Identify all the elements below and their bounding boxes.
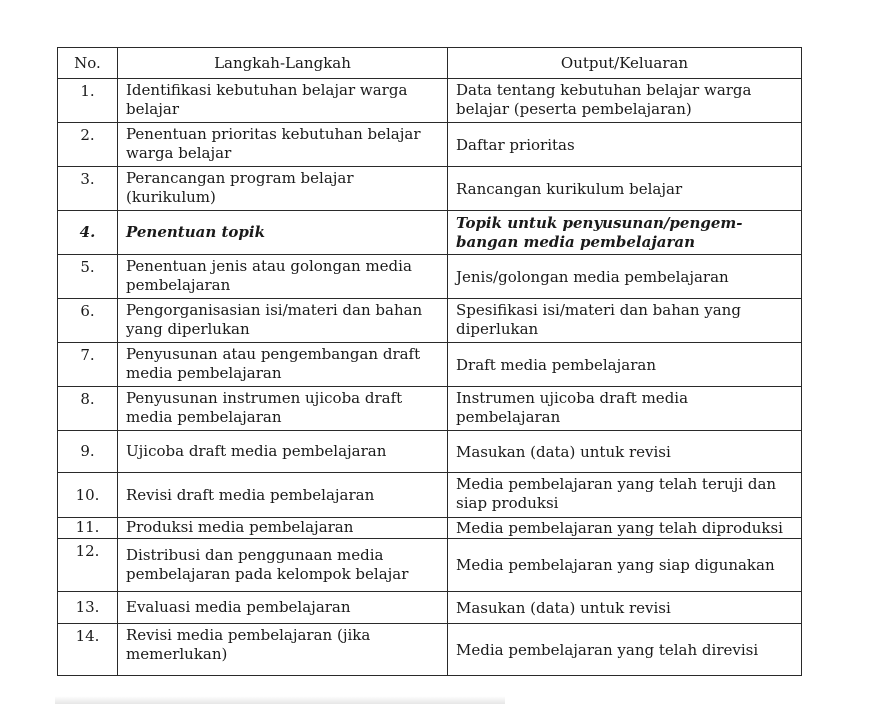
row-number: 2. xyxy=(58,123,118,167)
row-output: Rancangan kurikulum belajar xyxy=(448,167,802,211)
table-row xyxy=(58,592,802,624)
row-number: 1. xyxy=(58,79,118,123)
row-output: Media pembelajaran yang telah teruji dan siap produksi xyxy=(448,473,802,518)
row-number: 7. xyxy=(58,343,118,387)
header-no: No. xyxy=(58,48,118,79)
row-output: Jenis/golongan media pembelajaran xyxy=(448,255,802,299)
steps-table xyxy=(57,47,802,676)
table-row-highlighted xyxy=(58,211,802,255)
table-row xyxy=(58,255,802,299)
table-row xyxy=(58,299,802,343)
table-row xyxy=(58,79,802,123)
row-number: 8. xyxy=(58,387,118,431)
row-output: Draft media pembelajaran xyxy=(448,343,802,387)
table-row xyxy=(58,624,802,676)
row-step: Revisi draft media pembelajaran xyxy=(118,473,448,518)
row-step: Perancangan program belajar (kurikulum) xyxy=(118,167,448,211)
row-number: 13. xyxy=(58,592,118,624)
row-number: 11. xyxy=(58,518,118,539)
row-number: 10. xyxy=(58,473,118,518)
header-output: Output/Keluaran xyxy=(448,48,802,79)
row-number: 14. xyxy=(58,624,118,676)
row-output: Instrumen ujicoba draft media pembelajaran xyxy=(448,387,802,431)
row-step: Evaluasi media pembelajaran xyxy=(118,592,448,624)
row-step: Ujicoba draft media pembelajaran xyxy=(118,431,448,473)
row-output: Media pembelajaran yang siap digunakan xyxy=(448,539,802,592)
row-step: Penyusunan instrumen ujicoba draft media pembelajaran xyxy=(118,387,448,431)
row-output: Spesifikasi isi/materi dan bahan yang diperlukan xyxy=(448,299,802,343)
row-step: Penentuan prioritas kebutuhan belajar warga belajar xyxy=(118,123,448,167)
table-row xyxy=(58,473,802,518)
table-row xyxy=(58,167,802,211)
row-output: Media pembelajaran yang telah diproduksi xyxy=(448,518,802,539)
row-number: 5. xyxy=(58,255,118,299)
row-number: 9. xyxy=(58,431,118,473)
table-row xyxy=(58,539,802,592)
row-step: Penyusunan atau pengembangan draft media pembelajaran xyxy=(118,343,448,387)
row-step: Revisi media pembelajaran (jika memerlukan) xyxy=(118,624,448,676)
table-row xyxy=(58,387,802,431)
row-output: Masukan (data) untuk revisi xyxy=(448,431,802,473)
row-step: Produksi media pembelajaran xyxy=(118,518,448,539)
header-steps: Langkah-Langkah xyxy=(118,48,448,79)
row-output: Daftar prioritas xyxy=(448,123,802,167)
row-output: Masukan (data) untuk revisi xyxy=(448,592,802,624)
table-row xyxy=(58,518,802,539)
row-number: 4. xyxy=(58,211,118,255)
row-step: Pengorganisasian isi/materi dan bahan yang diperlukan xyxy=(118,299,448,343)
row-number: 6. xyxy=(58,299,118,343)
row-step: Penentuan jenis atau golongan media pembelajaran xyxy=(118,255,448,299)
row-output: Topik untuk penyusunan/pengem-bangan media pembelajaran xyxy=(448,211,802,255)
row-output: Data tentang kebutuhan belajar warga belajar (peserta pembelajaran) xyxy=(448,79,802,123)
row-step: Penentuan topik xyxy=(118,211,448,255)
table-row xyxy=(58,343,802,387)
table-row xyxy=(58,431,802,473)
row-number: 3. xyxy=(58,167,118,211)
table-row xyxy=(58,123,802,167)
row-step: Identifikasi kebutuhan belajar warga belajar xyxy=(118,79,448,123)
table-header-row xyxy=(58,48,802,79)
row-step: Distribusi dan penggunaan media pembelajaran pada kelompok belajar xyxy=(118,539,448,592)
row-number: 12. xyxy=(58,539,118,592)
row-output: Media pembelajaran yang telah direvisi xyxy=(448,624,802,676)
page-edge-shadow xyxy=(55,696,505,704)
